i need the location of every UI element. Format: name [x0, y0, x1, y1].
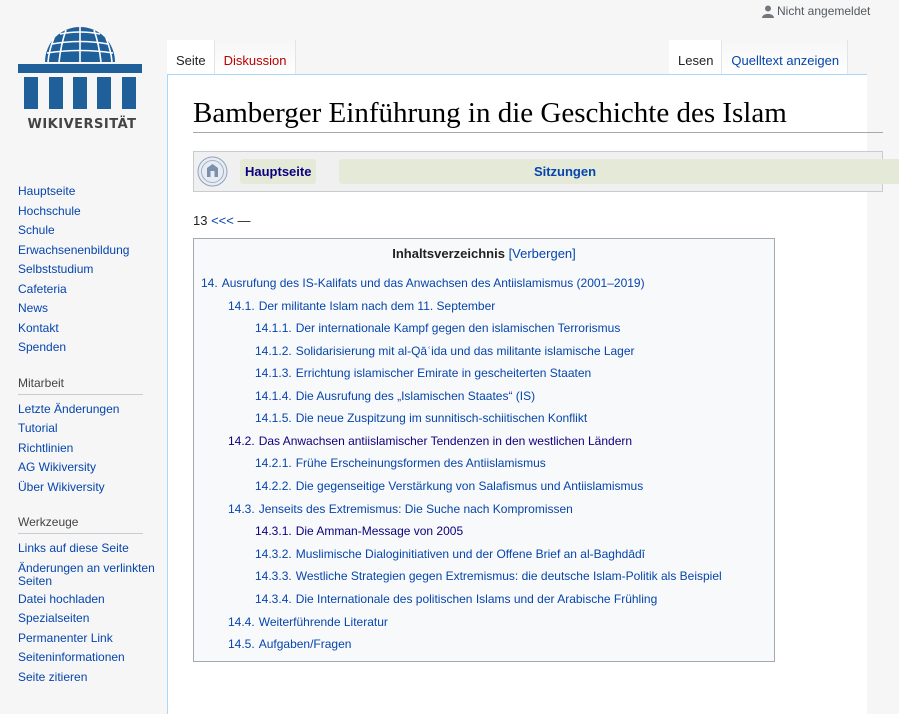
toc-list [201, 272, 767, 656]
toc-entry[interactable]: 14.3.4. Die Internationale des politischen Islams und der Arabische Frühling [255, 591, 658, 606]
sidebar-mitarbeit [18, 400, 158, 498]
sidebar-item-spezialseiten[interactable]: Spezialseiten [18, 611, 90, 625]
sidebar-item-permanenter-link[interactable]: Permanenter Link [18, 630, 113, 645]
toc-entry[interactable]: 14.1. Der militante Islam nach dem 11. September [228, 298, 496, 313]
sidebar-item-hochschule[interactable]: Hochschule [18, 203, 81, 218]
sidebar-item-ueber-wikiversity[interactable]: Über Wikiversity [18, 479, 105, 494]
sidebar-item-richtlinien[interactable]: Richtlinien [18, 440, 74, 455]
sidebar-item-links-auf-diese-seite[interactable]: Links auf diese Seite [18, 541, 129, 555]
previous-session-link[interactable]: <<< [211, 213, 234, 228]
tab-seite[interactable]: Seite [167, 40, 215, 75]
navbox-hauptseite-link[interactable]: Hauptseite [240, 159, 316, 184]
toc-entry[interactable]: 14.2.1. Frühe Erscheinungsformen des Antiislamismus [255, 456, 546, 471]
namespace-tabs [167, 40, 296, 75]
sidebar-werkzeuge [18, 539, 158, 687]
course-navigation-box [193, 151, 883, 192]
navbox-sitzungen-link[interactable]: Sitzungen [339, 159, 899, 184]
content-area [167, 74, 867, 714]
view-tabs [669, 40, 848, 75]
toc-entry[interactable]: 14.5. Aufgaben/Fragen [228, 637, 352, 652]
sidebar-item-hauptseite[interactable]: Hauptseite [18, 184, 76, 198]
toc-entry[interactable]: 14.2. Das Anwachsen antiislamischer Tendenzen in den westlichen Ländern [228, 433, 633, 448]
toc-toggle-link[interactable]: [Verbergen] [508, 246, 576, 261]
tab-diskussion[interactable]: Diskussion [215, 40, 296, 75]
personal-tools[interactable] [762, 4, 870, 18]
wikiversity-logo-icon [12, 14, 148, 114]
tab-lesen[interactable]: Lesen [669, 40, 722, 75]
toc-entry[interactable]: 14.1.2. Solidarisierung mit al-Qāʿida und das militante islamische Lager [255, 343, 635, 358]
sidebar-item-news[interactable]: News [18, 301, 49, 315]
toc-header [201, 246, 767, 261]
sidebar-item-seite-zitieren[interactable]: Seite zitieren [18, 669, 88, 684]
sidebar-item-datei-hochladen[interactable]: Datei hochladen [18, 591, 105, 606]
sidebar-navigation [18, 182, 158, 358]
toc-entry[interactable]: 14.3.3. Westliche Strategien gegen Extremismus: die deutsche Islam-Politik als Beispiel [255, 569, 722, 584]
sidebar-heading-mitarbeit: Mitarbeit [18, 376, 143, 395]
toc-entry[interactable]: 14.1.3. Errichtung islamischer Emirate in gescheiterten Staaten [255, 366, 592, 381]
toc-entry[interactable]: 14.4. Weiterführende Literatur [228, 614, 388, 629]
toc-entry[interactable]: 14.1.5. Die neue Zuspitzung im sunnitisch-schiitischen Konflikt [255, 411, 588, 426]
sidebar-item-erwachsenenbildung[interactable]: Erwachsenenbildung [18, 242, 130, 257]
not-logged-in-label: Nicht angemeldet [777, 4, 871, 18]
toc-entry[interactable]: 14.1.1. Der internationale Kampf gegen den islamischen Terrorismus [255, 321, 621, 335]
toc-entry[interactable]: 14.3.1. Die Amman-Message von 2005 [255, 524, 464, 539]
sidebar-item-cafeteria[interactable]: Cafeteria [18, 281, 67, 296]
sidebar-item-tutorial[interactable]: Tutorial [18, 421, 58, 435]
wikiversity-logo[interactable] [12, 14, 148, 138]
toc-entry[interactable]: 14.3. Jenseits des Extremismus: Die Suche nach Kompromissen [228, 501, 573, 516]
sidebar-item-selbststudium[interactable]: Selbststudium [18, 262, 94, 276]
toc-title: Inhaltsverzeichnis [392, 246, 505, 261]
toc-entry[interactable]: 14.1.4. Die Ausrufung des „Islamischen Staates“ (IS) [255, 388, 536, 403]
toc-entry[interactable]: 14. Ausrufung des IS-Kalifats und das Anwachsen des Antiislamismus (2001–2019) [201, 276, 645, 290]
sidebar-item-spenden[interactable]: Spenden [18, 340, 67, 354]
sidebar-item-ag-wikiversity[interactable]: AG Wikiversity [18, 460, 96, 474]
sidebar-item-kontakt[interactable]: Kontakt [18, 320, 59, 335]
table-of-contents [193, 238, 775, 662]
toc-entry[interactable]: 14.3.2. Muslimische Dialoginitiativen und der Offene Brief an al-Baghdādī [255, 546, 646, 561]
sidebar-item-seiteninformationen[interactable]: Seiteninformationen [18, 650, 125, 664]
university-seal-icon[interactable] [197, 156, 228, 187]
logo-wordmark: WIKIVERSITÄT [27, 117, 137, 132]
pager-dash: — [237, 213, 251, 228]
sidebar-item-letzte-aenderungen[interactable]: Letzte Änderungen [18, 401, 120, 416]
session-number: 13 [193, 213, 208, 228]
session-pager [193, 213, 251, 228]
toc-entry[interactable]: 14.2.2. Die gegenseitige Verstärkung von Salafismus und Antiislamismus [255, 479, 644, 494]
sidebar-item-schule[interactable]: Schule [18, 223, 55, 237]
page-title: Bamberger Einführung in die Geschichte des Islam [193, 97, 883, 133]
sidebar-item-aenderungen-verlinkte-seiten[interactable]: Änderungen an verlinkten Seiten [18, 560, 155, 588]
user-icon [762, 5, 774, 18]
tab-quelltext-anzeigen[interactable]: Quelltext anzeigen [722, 40, 848, 75]
sidebar-heading-werkzeuge: Werkzeuge [18, 515, 143, 534]
sidebar [18, 182, 158, 687]
